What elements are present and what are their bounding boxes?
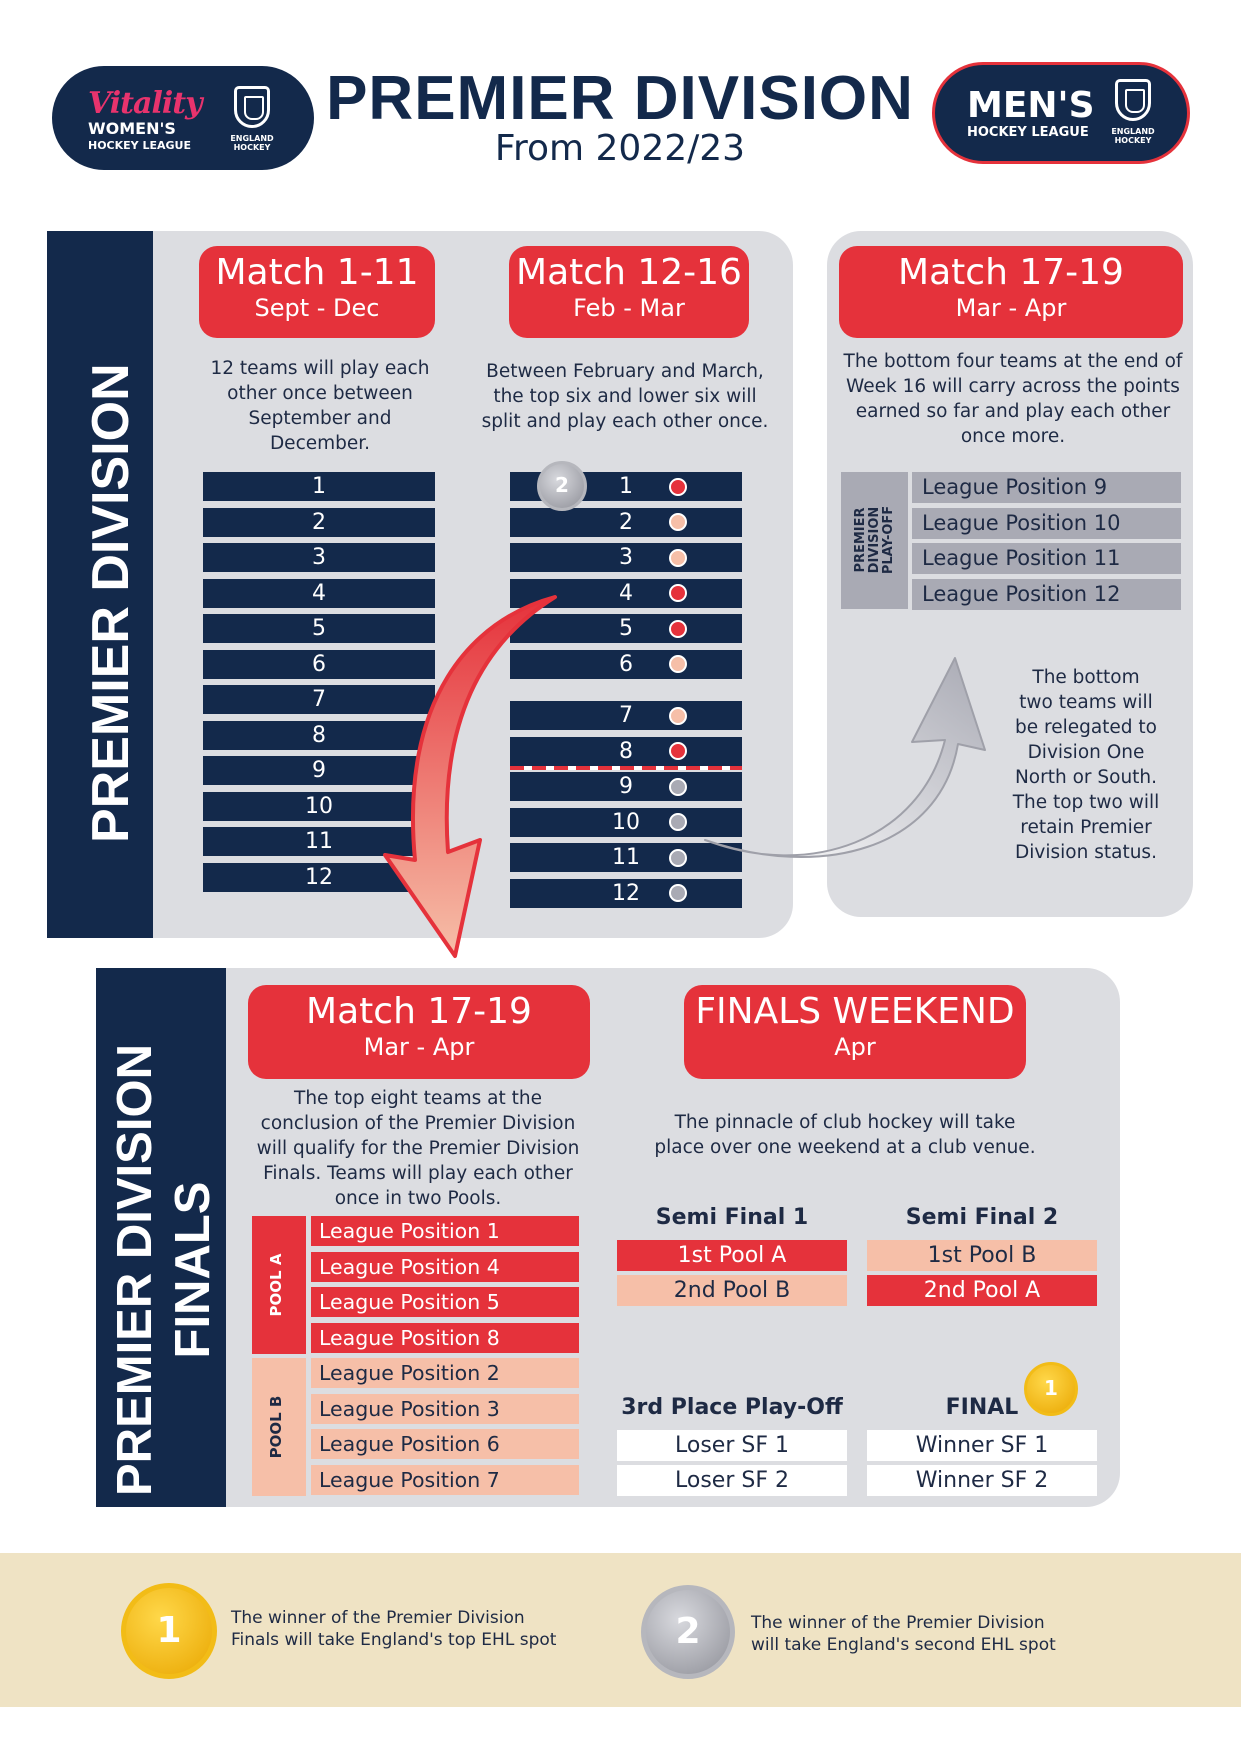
pool-a-position-row: League Position 4 bbox=[311, 1252, 579, 1282]
position-number: 9 bbox=[619, 774, 633, 799]
finals-pools-title: Match 17-19 bbox=[306, 991, 532, 1032]
stage2-title: Match 12-16 bbox=[516, 252, 742, 293]
position-number: 3 bbox=[619, 545, 633, 570]
finals-pools-dates: Mar - Apr bbox=[363, 1033, 475, 1061]
gold-medal-number: 1 bbox=[1044, 1376, 1058, 1400]
england-hockey-label: ENGLAND HOCKEY bbox=[230, 134, 274, 152]
position-row: 7 bbox=[203, 685, 435, 714]
final-title: FINAL bbox=[945, 1395, 1019, 1420]
stage1-dates: Sept - Dec bbox=[254, 294, 380, 322]
silver-medal-number: 2 bbox=[555, 473, 569, 497]
premier-division-band-label: PREMIER DIVISION bbox=[82, 363, 140, 843]
third-place-title: 3rd Place Play-Off bbox=[621, 1395, 843, 1420]
gold-medal-number: 1 bbox=[156, 1610, 182, 1651]
position-row: 12 bbox=[203, 863, 435, 892]
pool-a-position-row: League Position 8 bbox=[311, 1323, 579, 1353]
position-number: 1 bbox=[619, 474, 633, 499]
pool-b-position-row: League Position 6 bbox=[311, 1429, 579, 1459]
position-row: 2 bbox=[203, 508, 435, 537]
pool-b-tag bbox=[252, 1358, 306, 1496]
position-row: 10 bbox=[203, 792, 435, 821]
stage3-dates: Mar - Apr bbox=[955, 294, 1067, 322]
silver-medal-number: 2 bbox=[675, 1611, 701, 1652]
stage1-description: 12 teams will play each other once between September and December. bbox=[210, 358, 430, 454]
third-place-row: Loser SF 1 bbox=[617, 1430, 847, 1461]
semi-final-2-row: 1st Pool B bbox=[867, 1240, 1097, 1271]
stage2-description: Between February and March, the top six and lower six will split and play each other once. bbox=[481, 361, 769, 432]
finals-weekend-dates: Apr bbox=[834, 1033, 876, 1061]
england-hockey-label: ENGLAND HOCKEY bbox=[1111, 127, 1155, 145]
stage1-title: Match 1-11 bbox=[215, 252, 419, 293]
position-number: 5 bbox=[619, 616, 633, 641]
semi-final-1-title: Semi Final 1 bbox=[655, 1205, 809, 1230]
position-row: 8 bbox=[203, 721, 435, 750]
position-number: 12 bbox=[612, 880, 640, 906]
third-place-row: Loser SF 2 bbox=[617, 1465, 847, 1496]
position-row: 5 bbox=[203, 614, 435, 643]
womens-label: WOMEN'S bbox=[88, 119, 176, 138]
gold-medal-icon bbox=[1024, 1362, 1078, 1416]
silver-medal-text: The winner of the Premier Division will take England's second EHL spot bbox=[751, 1613, 1056, 1655]
finals-weekend-description: The pinnacle of club hockey will take place over one weekend at a club venue. bbox=[654, 1112, 1036, 1158]
stage3-description: The bottom four teams at the end of Week 16 will carry across the points earned so far and play each other once more. bbox=[843, 351, 1183, 447]
page-title: PREMIER DIVISION bbox=[326, 64, 914, 133]
bottom-four-arrow bbox=[705, 658, 985, 857]
finals-pools-description: The top eight teams at the conclusion of the Premier Division will qualify for the Premier Division Finals. Teams will play each other once in two Pools. bbox=[256, 1088, 580, 1209]
final-row: Winner SF 2 bbox=[867, 1465, 1097, 1496]
gold-medal-text: The winner of the Premier Division Finals will take England's top EHL spot bbox=[231, 1608, 557, 1650]
hockey-league-label: HOCKEY LEAGUE bbox=[967, 125, 1089, 140]
finals-band bbox=[96, 968, 226, 1507]
playoff-position-row: League Position 10 bbox=[912, 508, 1181, 539]
position-number: 10 bbox=[612, 809, 640, 835]
pool-a-position-row: League Position 1 bbox=[311, 1216, 579, 1246]
pool-b-position-row: League Position 3 bbox=[311, 1394, 579, 1424]
pool-b-label: POOL B bbox=[267, 1395, 285, 1459]
position-row: 9 bbox=[203, 756, 435, 785]
gold-medal-icon bbox=[121, 1583, 217, 1679]
semi-final-1-row: 2nd Pool B bbox=[617, 1275, 847, 1306]
position-number: 8 bbox=[619, 738, 633, 764]
top-eight-arrow bbox=[385, 597, 555, 956]
position-number: 6 bbox=[619, 651, 633, 677]
semi-final-2-title: Semi Final 2 bbox=[905, 1205, 1059, 1230]
silver-medal-icon bbox=[641, 1585, 735, 1679]
pool-b-position-row: League Position 7 bbox=[311, 1465, 579, 1495]
position-number: 7 bbox=[619, 703, 633, 728]
hockey-league-label: HOCKEY LEAGUE bbox=[88, 139, 191, 152]
playoff-position-row: League Position 9 bbox=[912, 472, 1181, 503]
position-row: 11 bbox=[203, 827, 435, 856]
final-row: Winner SF 1 bbox=[867, 1430, 1097, 1461]
position-number: 11 bbox=[612, 845, 640, 870]
position-number: 4 bbox=[619, 580, 633, 606]
position-row: 4 bbox=[203, 579, 435, 608]
relegation-note: The bottom two teams will be relegated to Division One North or South. The top two will retain Premier Division status. bbox=[1012, 667, 1160, 863]
page-subtitle: From 2022/23 bbox=[494, 128, 746, 169]
vitality-brand: Vitality bbox=[88, 86, 202, 121]
pool-a-label: POOL A bbox=[267, 1253, 285, 1317]
position-number: 2 bbox=[619, 509, 633, 535]
semi-final-1-row: 1st Pool A bbox=[617, 1240, 847, 1271]
stage3-title: Match 17-19 bbox=[898, 252, 1124, 293]
stage2-dates: Feb - Mar bbox=[573, 294, 685, 322]
position-row: 6 bbox=[203, 650, 435, 679]
finals-weekend-card bbox=[684, 985, 1026, 1079]
pool-a-position-row: League Position 5 bbox=[311, 1287, 579, 1317]
playoff-position-row: League Position 12 bbox=[912, 579, 1181, 610]
finals-weekend-title: FINALS WEEKEND bbox=[695, 991, 1015, 1032]
playoff-tag-label: PREMIER DIVISION PLAY-OFF bbox=[853, 505, 896, 575]
finals-band-label: PREMIER DIVISION FINALS bbox=[108, 1044, 220, 1496]
pool-a-tag bbox=[252, 1216, 306, 1354]
mens-label: MEN'S bbox=[967, 85, 1095, 126]
finals-pools-card bbox=[248, 985, 590, 1079]
semi-final-2-row: 2nd Pool A bbox=[867, 1275, 1097, 1306]
playoff-position-row: League Position 11 bbox=[912, 543, 1181, 574]
position-row: 1 bbox=[203, 472, 435, 501]
position-row: 3 bbox=[203, 543, 435, 572]
pool-b-position-row: League Position 2 bbox=[311, 1358, 579, 1388]
